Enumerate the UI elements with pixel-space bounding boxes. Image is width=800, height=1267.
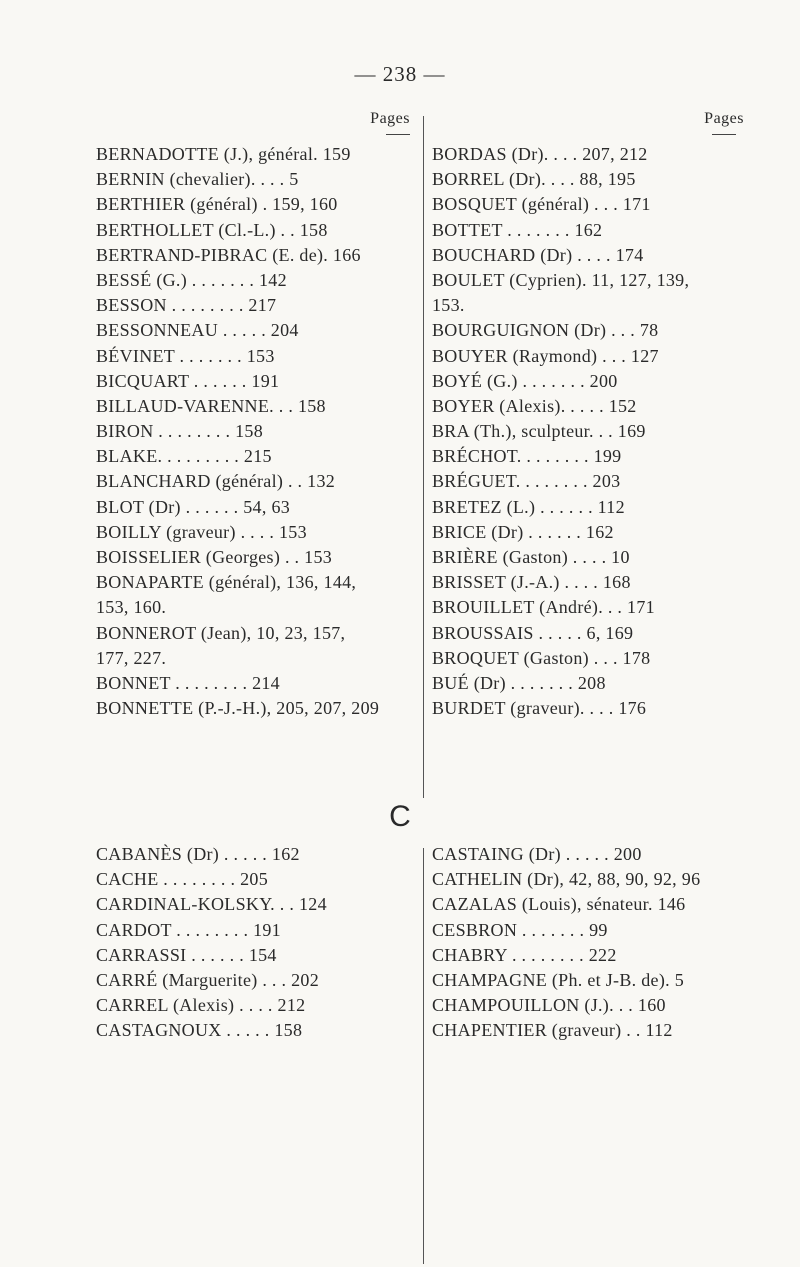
index-entry: BOISSELIER (Georges) . . 153 bbox=[96, 547, 333, 567]
right-column bbox=[432, 110, 744, 721]
index-entry: BRISSET (J.-A.) . . . . 168 bbox=[432, 572, 631, 593]
index-entry: BESSON . . . . . . . . 217 bbox=[96, 295, 277, 316]
page-number: — 238 — bbox=[354, 62, 446, 86]
index-entry: BERTHOLLET (Cl.-L.) . . 158 bbox=[96, 219, 328, 240]
index-entry: BOUYER (Raymond) . . . 127 bbox=[432, 345, 659, 366]
pages-label: Pages bbox=[704, 110, 744, 127]
index-entry: BIRON . . . . . . . . 158 bbox=[96, 421, 264, 442]
index-entry: 153. bbox=[432, 295, 465, 316]
index-entry: BÉVINET . . . . . . . 153 bbox=[96, 345, 275, 366]
index-entry: BICQUART . . . . . . 191 bbox=[96, 370, 280, 391]
index-entry: BORDAS (Dr). . . . 207, 212 bbox=[432, 144, 648, 164]
index-entry: CHABRY . . . . . . . . 222 bbox=[432, 944, 617, 965]
index-entry: BRÉCHOT. . . . . . . . 199 bbox=[432, 446, 622, 467]
index-entry: 153, 160. bbox=[96, 597, 167, 618]
index-entry: BONNETTE (P.-J.-H.), 205, 207, 209 bbox=[96, 698, 380, 719]
index-entry: BLANCHARD (général) . . 132 bbox=[96, 471, 336, 492]
index-entry: CABANÈS (Dr) . . . . . 162 bbox=[96, 844, 300, 864]
pages-header-right bbox=[432, 110, 744, 142]
section-letter: C bbox=[389, 800, 411, 833]
index-entry: BONAPARTE (général), 136, 144, bbox=[96, 572, 357, 593]
index-entry: BESSÉ (G.) . . . . . . . 142 bbox=[96, 269, 287, 290]
index-entry: BROQUET (Gaston) . . . 178 bbox=[432, 647, 651, 668]
index-entry: CASTAGNOUX . . . . . 158 bbox=[96, 1020, 303, 1041]
index-entry: BONNET . . . . . . . . 214 bbox=[96, 672, 280, 693]
index-entry: BOYER (Alexis). . . . . 152 bbox=[432, 395, 637, 416]
index-entry: BRICE (Dr) . . . . . . 162 bbox=[432, 521, 614, 542]
column-divider-top bbox=[423, 116, 424, 798]
index-entry: BROUSSAIS . . . . . 6, 169 bbox=[432, 622, 634, 643]
index-entry: CATHELIN (Dr), 42, 88, 90, 92, 96 bbox=[432, 869, 701, 890]
index-entry: BROUILLET (André). . . 171 bbox=[432, 597, 655, 618]
index-entry: CARREL (Alexis) . . . . 212 bbox=[96, 995, 306, 1016]
index-entry: BESSONNEAU . . . . . 204 bbox=[96, 320, 299, 341]
index-entry: BOYÉ (G.) . . . . . . . 200 bbox=[432, 370, 618, 391]
index-entry: CHAPENTIER (graveur) . . 112 bbox=[432, 1020, 673, 1041]
index-entry: BLOT (Dr) . . . . . . 54, 63 bbox=[96, 496, 291, 517]
entry-list-right-c bbox=[432, 842, 744, 1044]
pages-label: Pages bbox=[370, 110, 410, 127]
index-entry: BOILLY (graveur) . . . . 153 bbox=[96, 521, 307, 542]
header-rule bbox=[386, 134, 410, 135]
index-entry: BOSQUET (général) . . . 171 bbox=[432, 194, 651, 215]
entry-list-left-c bbox=[96, 842, 410, 1044]
right-column-c bbox=[432, 842, 744, 1044]
index-entry: CARDINAL-KOLSKY. . . 124 bbox=[96, 894, 327, 915]
index-entry: BLAKE. . . . . . . . . 215 bbox=[96, 446, 272, 467]
column-divider-c bbox=[423, 848, 424, 1264]
entry-list-right bbox=[432, 142, 744, 721]
left-column-c bbox=[96, 842, 410, 1044]
index-entry: BOUCHARD (Dr) . . . . 174 bbox=[432, 244, 644, 265]
index-entry: CHAMPAGNE (Ph. et J-B. de). 5 bbox=[432, 969, 685, 990]
index-entry: CARDOT . . . . . . . . 191 bbox=[96, 919, 281, 940]
index-entry: BORREL (Dr). . . . 88, 195 bbox=[432, 169, 636, 190]
entry-list-left bbox=[96, 142, 410, 721]
index-entry: BURDET (graveur). . . . 176 bbox=[432, 698, 647, 719]
index-entry: BOULET (Cyprien). 11, 127, 139, bbox=[432, 269, 690, 290]
index-entry: BRIÈRE (Gaston) . . . . 10 bbox=[432, 547, 630, 567]
index-entry: CARRÉ (Marguerite) . . . 202 bbox=[96, 969, 320, 990]
index-entry: CAZALAS (Louis), sénateur. 146 bbox=[432, 894, 686, 915]
header-rule bbox=[712, 134, 736, 135]
index-entry: BERNIN (chevalier). . . . 5 bbox=[96, 169, 299, 190]
index-entry: CACHE . . . . . . . . 205 bbox=[96, 869, 269, 890]
index-entry: BONNEROT (Jean), 10, 23, 157, bbox=[96, 622, 346, 643]
index-entry: BERTRAND-PIBRAC (E. de). 166 bbox=[96, 244, 361, 265]
index-entry: BERNADOTTE (J.), général. 159 bbox=[96, 144, 351, 164]
index-entry: CESBRON . . . . . . . 99 bbox=[432, 919, 608, 940]
index-entry: BUÉ (Dr) . . . . . . . 208 bbox=[432, 672, 606, 693]
pages-header-left bbox=[96, 110, 410, 142]
index-entry: BILLAUD-VARENNE. . . 158 bbox=[96, 395, 326, 416]
index-entry: CHAMPOUILLON (J.). . . 160 bbox=[432, 995, 666, 1016]
index-entry: BRA (Th.), sculpteur. . . 169 bbox=[432, 421, 646, 442]
left-column bbox=[96, 110, 410, 721]
index-entry: BOURGUIGNON (Dr) . . . 78 bbox=[432, 320, 659, 341]
index-entry: BRETEZ (L.) . . . . . . 112 bbox=[432, 496, 625, 517]
index-entry: 177, 227. bbox=[96, 647, 167, 668]
index-entry: CARRASSI . . . . . . 154 bbox=[96, 944, 277, 965]
index-entry: CASTAING (Dr) . . . . . 200 bbox=[432, 844, 642, 864]
index-entry: BRÉGUET. . . . . . . . 203 bbox=[432, 471, 621, 492]
index-entry: BERTHIER (général) . 159, 160 bbox=[96, 194, 338, 215]
index-entry: BOTTET . . . . . . . 162 bbox=[432, 219, 603, 240]
